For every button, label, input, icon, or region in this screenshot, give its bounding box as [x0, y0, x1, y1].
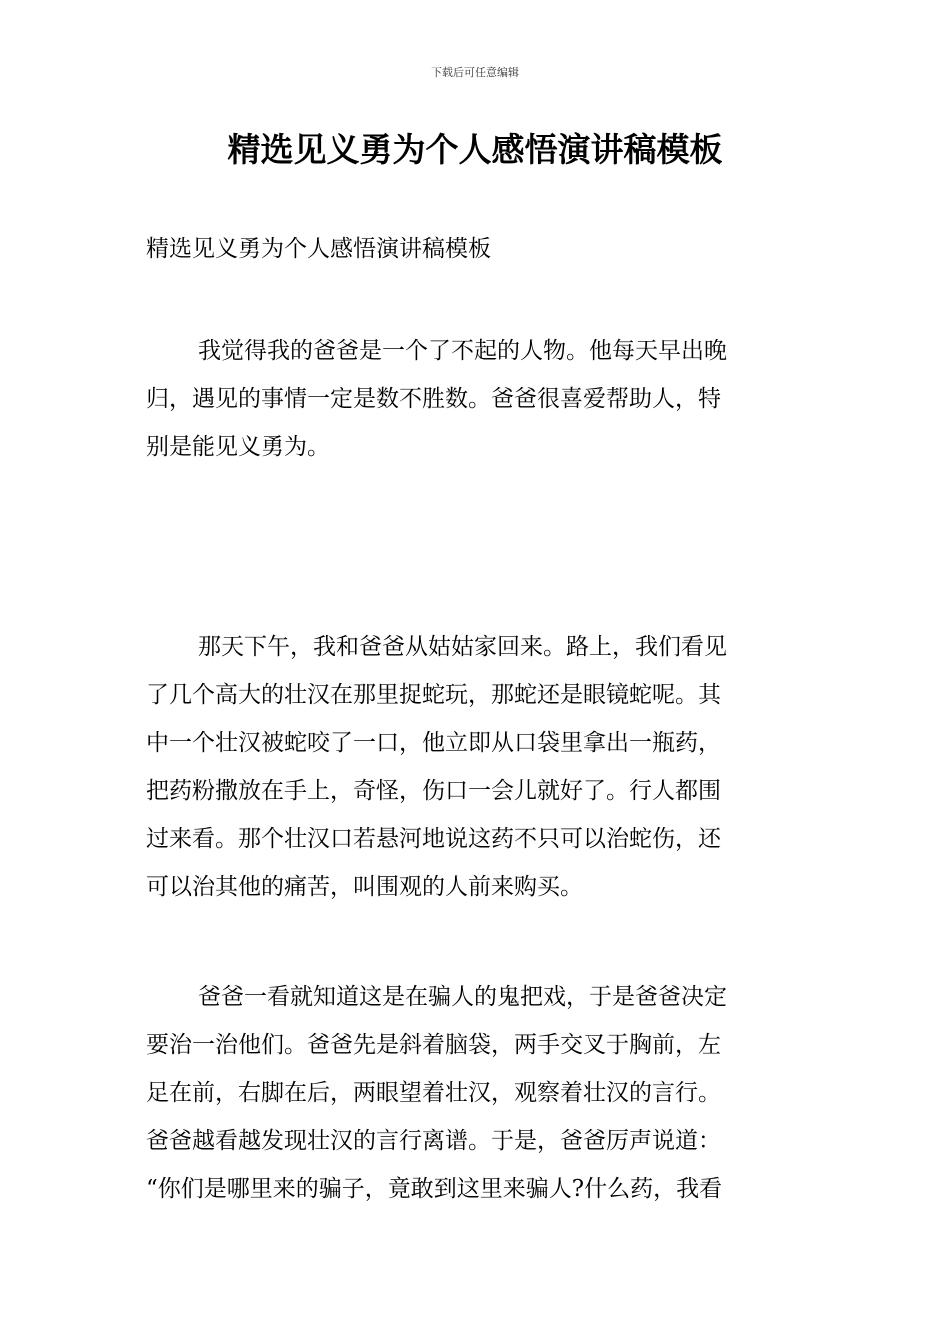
paragraph-line: 爸爸越看越发现壮汉的言行离谱。于是，爸爸厉声说道： [146, 1128, 721, 1154]
paragraph-line: 别是能见义勇为。 [146, 434, 330, 460]
paragraph-line: 我觉得我的爸爸是一个了不起的人物。他每天早出晚 [198, 338, 727, 364]
paragraph-line: 爸爸一看就知道这是在骗人的鬼把戏，于是爸爸决定 [198, 984, 727, 1010]
paragraph-line: 中一个壮汉被蛇咬了一口，他立即从口袋里拿出一瓶药， [146, 730, 721, 756]
paragraph-line: 要治一治他们。爸爸先是斜着脑袋，两手交叉于胸前，左 [146, 1032, 721, 1058]
document-title: 精选见义勇为个人感悟演讲稿模板 [227, 130, 723, 169]
paragraph-line: 了几个高大的壮汉在那里捉蛇玩，那蛇还是眼镜蛇呢。其 [146, 682, 721, 708]
paragraph-1 [146, 327, 806, 471]
paragraph-line: 把药粉撒放在手上，奇怪，伤口一会儿就好了。行人都围 [146, 778, 721, 804]
document-subtitle: 精选见义勇为个人感悟演讲稿模板 [146, 236, 491, 262]
paragraph-line: 归，遇见的事情一定是数不胜数。爸爸很喜爱帮助人，特 [146, 386, 721, 412]
paragraph-line: 足在前，右脚在后，两眼望着壮汉，观察着壮汉的言行。 [146, 1080, 721, 1106]
header-note: 下载后可任意编辑 [431, 66, 519, 79]
paragraph-line: 可以治其他的痛苦，叫围观的人前来购买。 [146, 874, 583, 900]
paragraph-3 [146, 973, 806, 1213]
paragraph-2 [146, 623, 806, 911]
paragraph-line: 过来看。那个壮汉口若悬河地说这药不只可以治蛇伤，还 [146, 826, 721, 852]
paragraph-line: “你们是哪里来的骗子，竟敢到这里来骗人?什么药，我看 [146, 1176, 723, 1202]
paragraph-line: 那天下午，我和爸爸从姑姑家回来。路上，我们看见 [198, 634, 727, 660]
